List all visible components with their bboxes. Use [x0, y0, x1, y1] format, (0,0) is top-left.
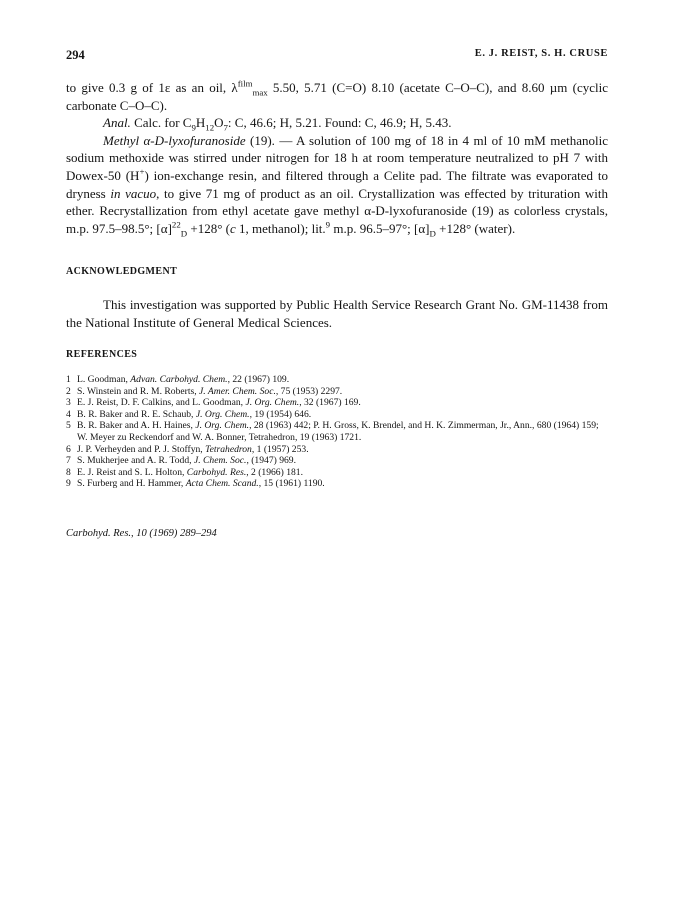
- reference-authors: S. Furberg and H. Hammer,: [77, 478, 186, 490]
- reference-item: [66, 444, 608, 456]
- reference-number: 5: [66, 420, 71, 432]
- reference-number: 7: [66, 455, 71, 467]
- reference-item: [66, 397, 608, 409]
- reference-authors: J. P. Verheyden and P. J. Stoffyn,: [77, 443, 206, 455]
- methyl-lyxofuranoside-paragraph: Methyl α-D-lyxofuranoside (19). — A solution of 100 mg of 18 in 4 ml of 10 mM methanolic sodium methoxide was stirred under nitrogen for 18 h at room temperature neutralized to pH 7 with Dowex-50 (H+) ion-exchange resin, and filtered through a Celite pad. The filtrate was evaporated to dryness in vacuo, to give 71 mg of product as an oil. Crystallization was effected by trituration with ether. Recrystallization from ethyl acetate gave methyl α-D-lyxofuranoside (19) as colorless crystals, m.p. 97.5–98.5°; $[\alpha]^{22}_D +128^\circ$ (c 1, methanol); lit.$^9$ m.p. 96.5–97°; $[\alpha]_D +128^\circ$ (water).: [66, 132, 608, 239]
- reference-details: , 1 (1957) 253.: [251, 443, 309, 455]
- reference-number: 9: [66, 478, 71, 490]
- reference-item: [66, 478, 608, 490]
- reference-journal: J. Org. Chem.: [245, 397, 300, 409]
- reference-item: [66, 386, 608, 398]
- reference-authors: B. R. Baker and A. H. Haines,: [77, 420, 196, 432]
- reference-number: 6: [66, 443, 71, 455]
- references-list: [66, 374, 608, 490]
- analysis-paragraph: Anal. Calc. for $C_9H_{12}O_7$: C, 46.6; H, 5.21. Found: C, 46.9; H, 5.43.: [103, 115, 452, 133]
- journal-citation-footer: Carbohyd. Res., 10 (1969) 289–294: [66, 528, 217, 539]
- reference-details: , 22 (1967) 109.: [227, 374, 290, 385]
- reference-item: [66, 374, 608, 386]
- ir-data-paragraph: to give 0.3 g of 1ε as an oil, $\lambda^{film}_{max}$ 5.50, 5.71 (C=O) 8.10 (acetate C–O–C), and 8.60 µm (cyclic carbonate C–O–C).: [66, 78, 608, 113]
- reference-journal: Advan. Carbohyd. Chem.: [130, 374, 228, 385]
- reference-details: , 2 (1966) 181.: [246, 466, 303, 478]
- reference-item: [66, 467, 608, 479]
- reference-authors: S. Winstein and R. M. Roberts,: [77, 385, 200, 397]
- reference-item: [66, 455, 608, 467]
- compound-title: Methyl α-D-lyxofuranoside: [103, 132, 246, 148]
- acknowledgment-heading: ACKNOWLEDGMENT: [66, 266, 178, 277]
- reference-journal: J. Org. Chem.: [195, 408, 250, 420]
- reference-details: , 32 (1967) 169.: [299, 397, 361, 409]
- reference-journal: Acta Chem. Scand.: [185, 478, 259, 490]
- reference-item: [66, 420, 608, 443]
- reference-details: , 19 (1954) 646.: [249, 408, 312, 420]
- reference-journal: J. Chem. Soc.: [193, 455, 247, 467]
- reference-details: , 15 (1961) 1190.: [258, 478, 325, 490]
- reference-authors: B. R. Baker and R. E. Schaub,: [77, 408, 196, 420]
- running-head-authors: E. J. REIST, S. H. CRUSE: [474, 48, 608, 59]
- reference-number: 8: [66, 466, 71, 478]
- reference-journal: J. Amer. Chem. Soc.: [199, 385, 276, 397]
- references-heading: REFERENCES: [66, 349, 138, 360]
- reference-details: , 75 (1953) 2297.: [275, 385, 343, 397]
- reference-item: [66, 409, 608, 421]
- page-number: 294: [66, 48, 85, 62]
- reference-authors: E. J. Reist, D. F. Calkins, and L. Goodman,: [77, 397, 246, 409]
- reference-authors: L. Goodman,: [77, 374, 131, 385]
- reference-details: , 28 (1963) 442; P. H. Gross, K. Brendel, and H. K. Zimmerman, Jr., Ann., 680 (1964) 159; W. Meyer zu Reckendorf and W. A. Bonner, Tetrahedron, 19 (1963) 1721.: [77, 420, 599, 443]
- reference-number: 3: [66, 397, 71, 409]
- reference-authors: S. Mukherjee and A. R. Todd,: [77, 455, 194, 467]
- reference-number: 2: [66, 385, 71, 397]
- anal-label: Anal.: [103, 115, 131, 131]
- reference-journal: J. Org. Chem.: [195, 420, 250, 432]
- reference-journal: Tetrahedron: [205, 443, 252, 455]
- main-text: [66, 79, 608, 237]
- reference-number: 1: [66, 374, 71, 385]
- reference-number: 4: [66, 408, 71, 420]
- reference-details: , (1947) 969.: [246, 455, 296, 467]
- reference-journal: Carbohyd. Res.: [186, 466, 247, 478]
- page-header: [66, 48, 608, 64]
- acknowledgment-text: This investigation was supported by Public Health Service Research Grant No. GM-11438 from the National Institute of General Medical Sciences.: [66, 297, 608, 330]
- reference-authors: E. J. Reist and S. L. Holton,: [77, 466, 187, 478]
